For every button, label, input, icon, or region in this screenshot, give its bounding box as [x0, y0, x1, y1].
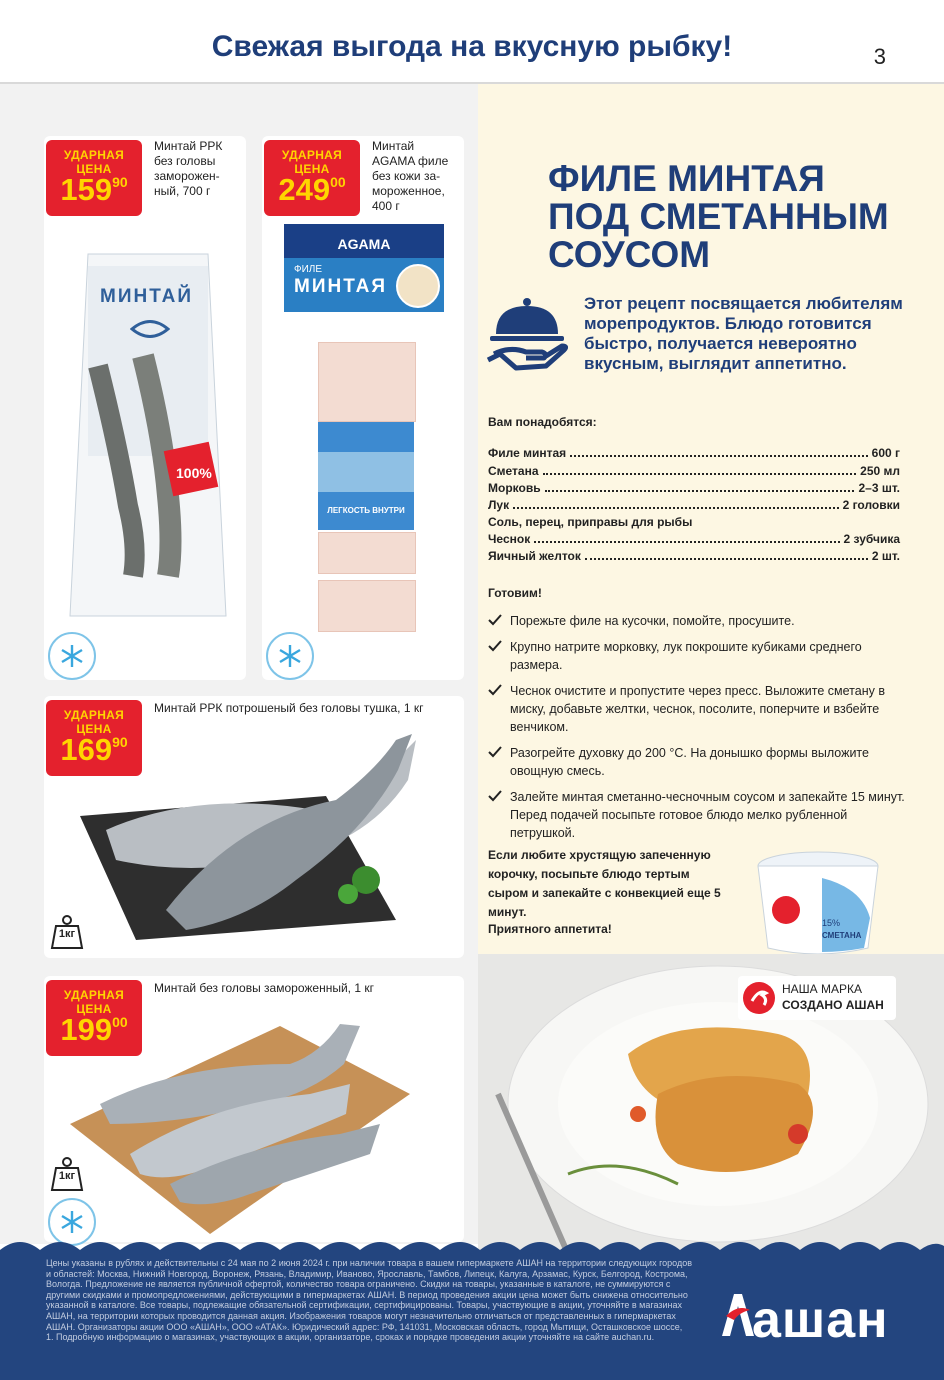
brand-badge-line2: СОЗДАНО АШАН [782, 998, 884, 1012]
recipe-step: Разогрейте духовку до 200 °С. На донышко формы выложите овощную смесь. [488, 744, 908, 780]
auchan-logo-text: ашан [752, 1291, 889, 1349]
recipe-step: Чеснок очистите и пропустите через пресс. Выложите сметану в миску, добавьте желтки, чеснок, посолите, поперчите и взбейте венчиком. [488, 682, 908, 736]
weight-label: 1кг [58, 1170, 76, 1182]
recipe-tip: Если любите хрустящую запеченную корочку, посыпьте блюдо тертым сыром и запекайте с конвекцией еще 5 минут. [488, 848, 721, 919]
ingredients-label: Вам понадобятся: [488, 415, 597, 429]
product-name: Минтай без головы замороженный, 1 кг [154, 981, 374, 995]
cook-label: Готовим! [488, 586, 542, 600]
price-badge-label: УДАРНАЯ ЦЕНА [63, 988, 125, 1016]
page-header [0, 0, 944, 84]
ingredient-row: Яичный желток 2 шт. [488, 549, 900, 563]
price-value: $249^{00}$ [278, 172, 346, 207]
recipe-step: Залейте минтая сметанно-чесночным соусом и запекайте 15 минут. Перед подачей посыпьте готовое блюдо мелко рубленной петрушкой. [488, 788, 908, 842]
product-name: Минтай РРК потрошеный без головы тушка, 1 кг [154, 701, 424, 715]
agama-logo: AGAMA [337, 236, 391, 252]
recipe-step: Крупно натрите морковку, лук покрошите кубиками среднего размера. [488, 638, 908, 674]
package-label-line2: МИНТАЯ [294, 276, 387, 297]
price-value: $159^{90}$ [60, 172, 128, 207]
weight-label: 1кг [58, 928, 76, 940]
product-card-agama-fillet[interactable] [262, 136, 464, 680]
brand-badge-line1: НАША МАРКА [782, 982, 863, 996]
product-name: Минтай РРК без головы заморожен-ный, 700 г [154, 139, 223, 198]
weight-icon [50, 1156, 84, 1192]
price-badge-label: УДАРНАЯ ЦЕНА [281, 148, 343, 176]
price-badge [46, 980, 142, 1056]
price-value: $169^{90}$ [60, 732, 128, 767]
recipe-title: ФИЛЕ МИНТАЯ ПОД СМЕТАННЫМ СОУСОМ [548, 158, 889, 275]
ingredient-row: Филе минтая 600 г [488, 446, 900, 460]
fillet-frozen-block-top [318, 342, 416, 422]
ingredient-row: Сметана 250 мл [488, 464, 900, 478]
price-badge [46, 140, 142, 216]
fish-on-board-image [60, 1024, 420, 1244]
checkmark-icon [488, 614, 502, 626]
checkmark-icon [488, 746, 502, 758]
package-slogan: ЛЕГКОСТЬ ВНУТРИ [327, 506, 405, 515]
frozen-product-icon [48, 632, 96, 680]
page-number: 3 [873, 44, 886, 69]
frozen-product-icon [266, 632, 314, 680]
recipe-intro: Этот рецепт посвящается любителям морепродуктов. Блюдо готовится быстро, получается невероятно вкусным, выглядит аппетитно. [584, 294, 903, 373]
fillet-frozen-block-bottom [318, 580, 416, 632]
package-label-line1: ФИЛЕ [294, 264, 323, 275]
svg-text:100%: 100% [176, 465, 212, 481]
checkmark-icon [488, 684, 502, 696]
ingredient-row: Чеснок 2 зубчика [488, 532, 900, 546]
price-value: $199^{00}$ [60, 1012, 128, 1047]
weight-icon [50, 914, 84, 950]
price-badge-label: УДАРНАЯ ЦЕНА [63, 148, 125, 176]
ingredient-row: Морковь 2–3 шт. [488, 481, 900, 495]
fillet-band-label [318, 422, 414, 530]
agama-box [284, 224, 444, 312]
ingredient-row: Лук 2 головки [488, 498, 900, 512]
price-badge [264, 140, 360, 216]
auchan-bird-icon [742, 981, 776, 1015]
product-name: Минтай AGAMA филе без кожи за-мороженное, 400 г [372, 139, 449, 213]
svg-text:СМЕТАНА: СМЕТАНА [822, 931, 862, 940]
product-card-pollock-rrk-700g[interactable] [44, 136, 246, 680]
page-title: Свежая выгода на вкусную рыбку! [211, 30, 733, 63]
legal-disclaimer: Цены указаны в рублях и действительны с 24 мая по 2 июня 2024 г. при наличии товара в вашем гипермаркете АШАН на территории следующих городов и областей: Москва, Нижний Новгород, Воронеж, Рязань, Владимир, Иваново, Ярославль, Тамбов, Липецк, Калуга, Арзамас, Курск, Белгород, Кострома, Вологда. Предложение не является публичной офертой, количество товара ограничено. Скидки на товары, указанные в каталоге, не суммируются с другими скидками и промопредложениями, действующими в гипермаркетах АШАН. В период проведения акции цена может быть снижена относительно указанной в каталоге. Все товары, подлежащие обязательной сертификации, сертифицированы. Товары, участвующие в акции, уточняйте в магазинах АШАН, на территории которых проводится данная акция. Изображения товаров могут незначительно отличаться от представленных в гипермаркетах АШАН. Организаторы акции ООО «АШАН», ООО «АТАК». Юридический адрес: РФ, 141031, Московская область, город Мытищи, Осташковское шоссе, 1. Подробную информацию о магазинах, участвующих в акции, организаторе, сроках и порядке проведения акции уточняйте на сайте auchan.ru. [46, 1258, 693, 1343]
recipe-steps [488, 612, 908, 850]
package-fish-emblem-icon [130, 314, 170, 344]
sour-cream-cup-image [752, 848, 884, 958]
package-label-text: МИНТАЙ [100, 286, 193, 307]
bon-appetit: Приятного аппетита! [488, 922, 612, 936]
fillet-frozen-block-mid [318, 532, 416, 574]
price-badge [46, 700, 142, 776]
brand-badge [738, 976, 896, 1020]
price-badge-label: УДАРНАЯ ЦЕНА [63, 708, 125, 736]
checkmark-icon [488, 790, 502, 802]
recipe-step: Порежьте филе на кусочки, помойте, просушите. [488, 612, 908, 630]
svg-text:15%: 15% [822, 918, 841, 928]
serving-cloche-icon [486, 294, 568, 376]
checkmark-icon [488, 640, 502, 652]
ingredient-row: Соль, перец, приправы для рыбы [488, 515, 693, 529]
